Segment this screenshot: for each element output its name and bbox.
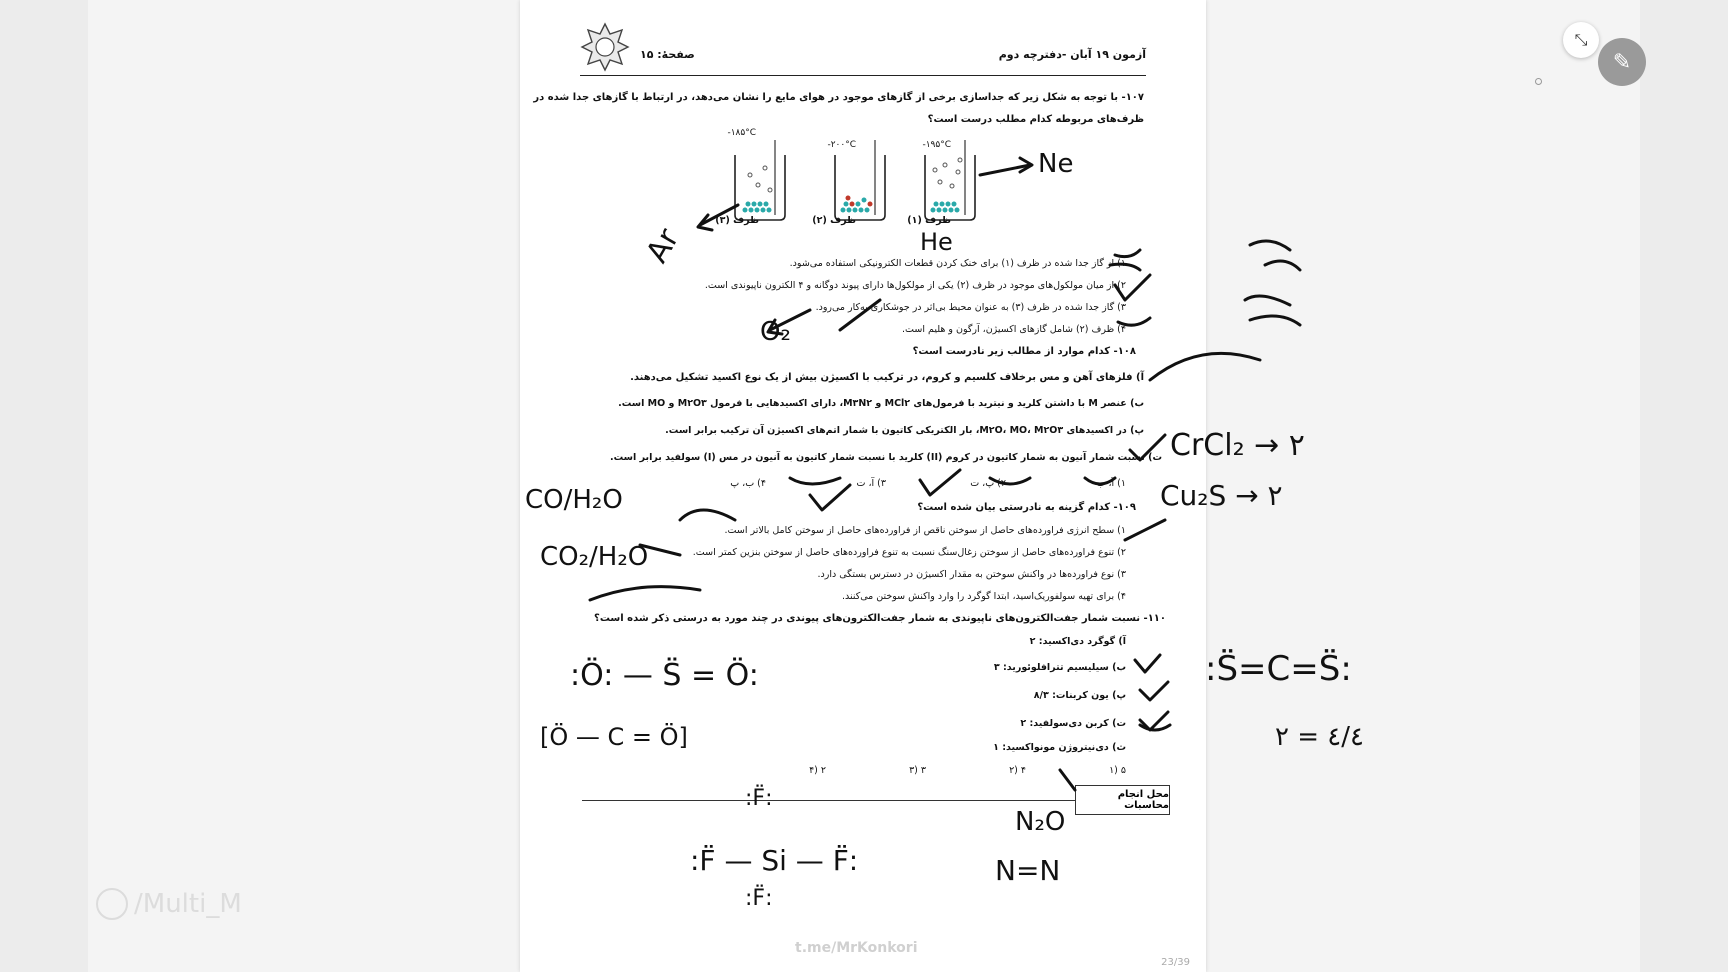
q110-item-p: پ) یون کربنات: ۸/۳ [1033, 690, 1126, 701]
q109-option-1: ۱) سطح انرژی فراورده‌های حاصل از سوختن ناقص از فراورده‌های حاصل از سوختن کامل بالاتر است. [724, 525, 1126, 536]
q108-item-b: ب) عنصر M با داشتن کلرید و نیترید با فرمول‌های MCl۲ و M۳N۲، دارای اکسیدهایی با فرمول M۲O۳ و MO است. [618, 398, 1144, 409]
q108-item-t: ت) نسبت شمار آنیون به شمار کاتیون در کروم (II) کلرید با نسبت شمار کاتیون به آنیون در مس (I) سولفید برابر است. [610, 452, 1162, 463]
pencil-icon: ✎ [1612, 49, 1632, 75]
annotation-so2-lewis: :Ö: — S̈ = Ö: [570, 658, 759, 693]
page-number: 23/39 [1161, 957, 1190, 968]
beaker-3-temp: -۱۸۵°C [727, 128, 756, 138]
beakers-diagram [730, 130, 1030, 230]
header-title: آزمون ۱۹ آبان -دفترچه دوم [998, 48, 1146, 61]
q108-option-3: ۳) آ، ت [856, 478, 886, 489]
q108-item-a: آ) فلزهای آهن و مس برخلاف کلسیم و کروم، در ترکیب با اکسیژن بیش از یک نوع اکسید تشکیل می‌دهند. [630, 372, 1144, 383]
q109-option-3: ۳) نوع فراورده‌ها در واکنش سوختن به مقدار اکسیژن در دسترس بستگی دارد. [817, 569, 1126, 580]
q110-item-b: ب) سیلیسیم تترافلوئورید: ۳ [993, 662, 1126, 673]
beaker-1-temp: -۱۹۵°C [922, 140, 951, 150]
annotation-ratio: ۲ = ٤/٤ [1275, 722, 1364, 752]
q107-option-2: ۲) از میان مولکول‌های موجود در ظرف (۲) یکی از مولکول‌ها دارای پیوند دوگانه و ۴ الکترون ناپیوندی است. [704, 280, 1126, 291]
annotation-he: He [920, 228, 953, 256]
annotation-o2-mark: O₂ [760, 317, 791, 347]
beaker-1 [925, 140, 975, 220]
q108-option-2: ۲) پ، ت [970, 478, 1006, 489]
beaker-2 [835, 140, 885, 220]
annotation-carbonate-lewis: [Ö — C = Ö] [540, 723, 688, 751]
annotation-ar: Ar [639, 222, 687, 269]
annotation-f-bottom: :F̈: [745, 886, 773, 911]
q110-item-a: آ) گوگرد دی‌اکسید: ۲ [1029, 636, 1126, 647]
q110-option-3: ۳) ۳ [909, 765, 926, 776]
watermark-logo-icon [96, 888, 128, 920]
channel-watermark [96, 888, 242, 920]
publisher-logo-icon [580, 22, 630, 72]
annotation-n-eq-n: N=N [995, 854, 1061, 887]
watermark-text: /Multi_M [134, 889, 242, 919]
collapse-button[interactable] [1563, 22, 1599, 58]
annotation-sif4-lewis: :F̈ — Si — F̈: [690, 844, 859, 877]
annotation-co-h2o: CO/H₂O [525, 485, 623, 515]
beaker-1-label: ظرف (۱) [907, 215, 951, 226]
q110-option-1: ۱) ۵ [1109, 765, 1126, 776]
collapse-arrows-icon: ⤡ [1574, 30, 1588, 49]
q107-option-3: ۳) گاز جدا شده در ظرف (۳) به عنوان محیط بی‌اثر در جوشکاری به‌کار می‌رود. [815, 302, 1126, 313]
q110-option-2: ۲) ۴ [1009, 765, 1026, 776]
q107-option-4: ۴) ظرف (۲) شامل گازهای اکسیژن، آرگون و هلیم است. [902, 324, 1126, 335]
q107-stem-1: ۱۰۷- با توجه به شکل زیر که جداسازی برخی از گازهای موجود در هوای مایع را نشان می‌دهد، در ارتباط با گازهای جدا شده در [533, 92, 1144, 103]
q108-item-p: پ) در اکسیدهای M۲O، MO، M۲O۳، بار الکتریکی کاتیون با شمار اتم‌های اکسیژن آن ترکیب برابر است. [665, 425, 1144, 436]
annotation-cs2: :S̈=C=S̈: [1205, 649, 1352, 689]
beaker-3 [735, 140, 785, 220]
q108-stem: ۱۰۸- کدام موارد از مطالب زیر نادرست است؟ [912, 346, 1136, 357]
q110-stem: ۱۱۰- نسبت شمار جفت‌الکترون‌های ناپیوندی به شمار جفت‌الکترون‌های پیوندی در چند مورد به درستی ذکر شده است؟ [594, 613, 1166, 624]
annotation-f-top: :F̈: [745, 786, 773, 811]
q108-option-1: ۱) آ، ب [1096, 478, 1126, 489]
beaker-2-temp: -۲۰۰°C [827, 140, 856, 150]
header-page-number: صفحهٔ: ۱۵ [640, 48, 695, 61]
q110-item-th: ث) دی‌نیتروژن مونواکسید: ۱ [993, 742, 1126, 753]
q108-option-4: ۴) ب، پ [730, 478, 766, 489]
annotation-co2-h2o: CO₂/H₂O [540, 542, 649, 572]
pen-tool-button[interactable] [1598, 38, 1646, 86]
page-header [580, 18, 1146, 76]
calculation-area-label: محل انجام محاسبات [1075, 785, 1170, 815]
q110-item-t: ت) کربن دی‌سولفید: ۲ [1020, 718, 1126, 729]
beaker-2-label: ظرف (۲) [812, 215, 856, 226]
document-page [520, 0, 1206, 972]
annotation-ne: Ne [1038, 149, 1074, 179]
footer-url: t.me/MrKonkori [795, 940, 918, 956]
annotation-n2o: N₂O [1015, 807, 1066, 837]
annotation-crcl2: CrCl₂ → ۲ [1170, 428, 1305, 463]
q107-stem-2: ظرف‌های مربوطه کدام مطلب درست است؟ [927, 114, 1144, 125]
q109-stem: ۱۰۹- کدام گزینه به نادرستی بیان شده است؟ [917, 502, 1136, 513]
calc-divider [582, 800, 1075, 801]
q109-option-4: ۴) برای تهیه سولفوریک‌اسید، ابتدا گوگرد را وارد واکنش سوختن می‌کنند. [842, 591, 1126, 602]
q109-option-2: ۲) تنوع فراورده‌های حاصل از سوختن زغال‌سنگ نسبت به تنوع فراورده‌های حاصل از سوختن بنزین کمتر است. [692, 547, 1126, 558]
annotation-cu2s: Cu₂S → ۲ [1160, 479, 1283, 512]
q107-option-1: ۱) از گاز جدا شده در ظرف (۱) برای خنک کردن قطعات الکترونیکی استفاده می‌شود. [789, 258, 1126, 269]
beaker-3-label: ظرف (۳) [715, 215, 759, 226]
q110-option-4: ۴) ۲ [809, 765, 826, 776]
pointer-dot-icon [1535, 78, 1542, 85]
